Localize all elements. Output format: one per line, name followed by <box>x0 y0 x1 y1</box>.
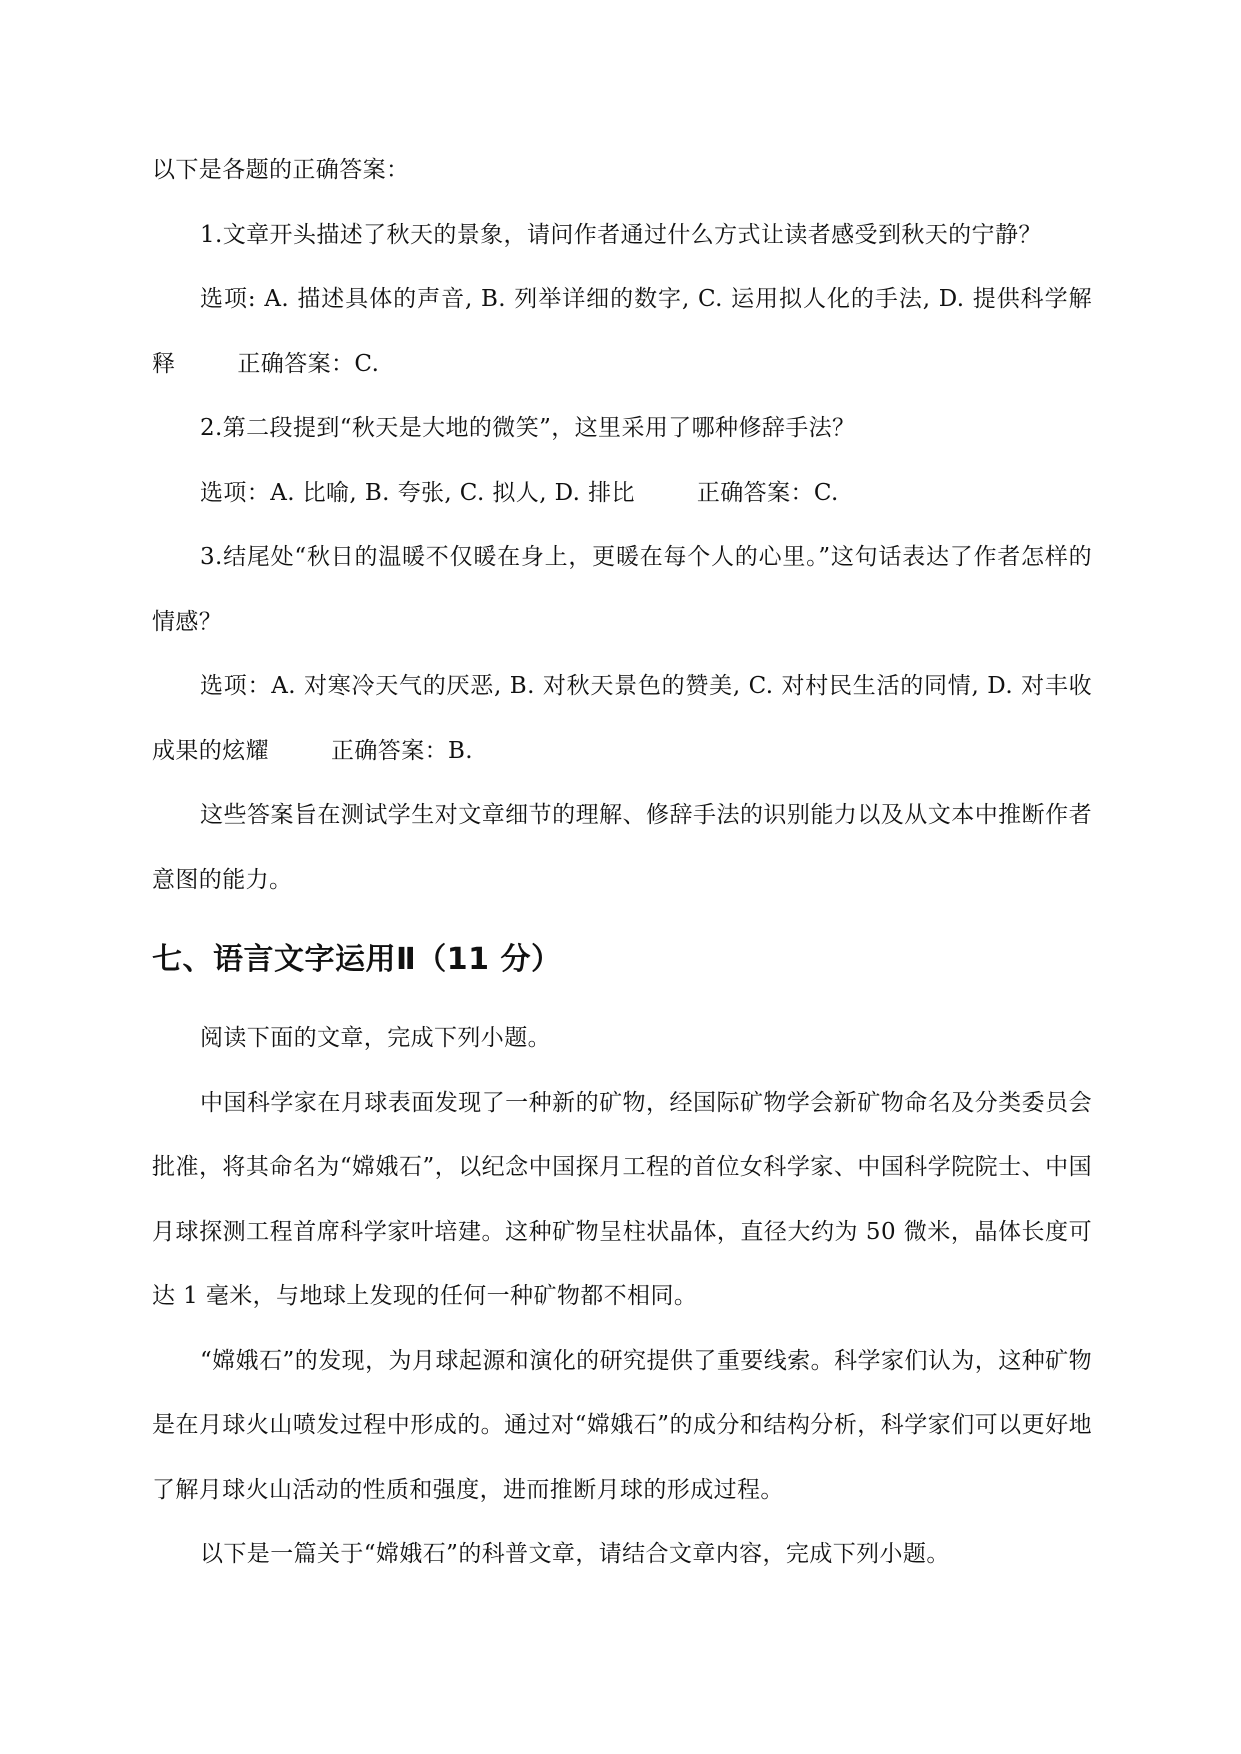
question-1-options: 选项: A. 描述具体的声音, B. 列举详细的数字, C. 运用拟人化的手法, D. 提供科学解释 <box>152 286 1092 377</box>
question-3-answer: 正确答案：B. <box>331 737 474 764</box>
question-3-options-answer <box>152 654 1092 783</box>
document-body <box>152 138 1092 1587</box>
question-2: 2.第二段提到“秋天是大地的微笑”，这里采用了哪种修辞手法？ <box>200 415 856 441</box>
passage-paragraph-1: 中国科学家在月球表面发现了一种新的矿物，经国际矿物学会新矿物命名及分类委员会批准，将其命名为“嫦娥石”，以纪念中国探月工程的首位女科学家、中国科学院院士、中国月球探测工程首席科学家叶培建。这种矿物呈柱状晶体，直径大约为 50 微米，晶体长度可达 1 毫米，与地球上发现的任何一种矿物都不相同。 <box>152 1089 1092 1309</box>
question-2-answer: 正确答案：C. <box>696 479 839 506</box>
question-1-options-answer <box>152 267 1092 396</box>
reading-instruction: 阅读下面的文章，完成下列小题。 <box>200 1025 551 1051</box>
question-2-options-answer <box>152 461 1092 526</box>
passage-paragraph-3: 以下是一篇关于“嫦娥石”的科普文章，请结合文章内容，完成下列小题。 <box>200 1541 950 1567</box>
answers-intro: 以下是各题的正确答案： <box>152 157 410 183</box>
answers-summary: 这些答案旨在测试学生对文章细节的理解、修辞手法的识别能力以及从文本中推断作者意图的能力。 <box>152 802 1092 893</box>
question-1-answer: 正确答案：C. <box>237 350 380 377</box>
question-1: 1.文章开头描述了秋天的景象，请问作者通过什么方式让读者感受到秋天的宁静？ <box>200 221 1042 248</box>
section-heading: 七、语言文字运用Ⅱ（11 分） <box>152 942 562 977</box>
question-2-options: 选项：A. 比喻, B. 夸张, C. 拟人, D. 排比 <box>200 479 635 506</box>
question-3-options: 选项：A. 对寒冷天气的厌恶, B. 对秋天景色的赞美, C. 对村民生活的同情, D. 对丰收成果的炫耀 <box>152 673 1092 764</box>
question-3: 3.结尾处“秋日的温暖不仅暖在身上，更暖在每个人的心里。”这句话表达了作者怎样的情感？ <box>152 544 1092 635</box>
passage-paragraph-2: “嫦娥石”的发现，为月球起源和演化的研究提供了重要线索。科学家们认为，这种矿物是在月球火山喷发过程中形成的。通过对“嫦娥石”的成分和结构分析，科学家们可以更好地了解月球火山活动的性质和强度，进而推断月球的形成过程。 <box>152 1347 1092 1503</box>
